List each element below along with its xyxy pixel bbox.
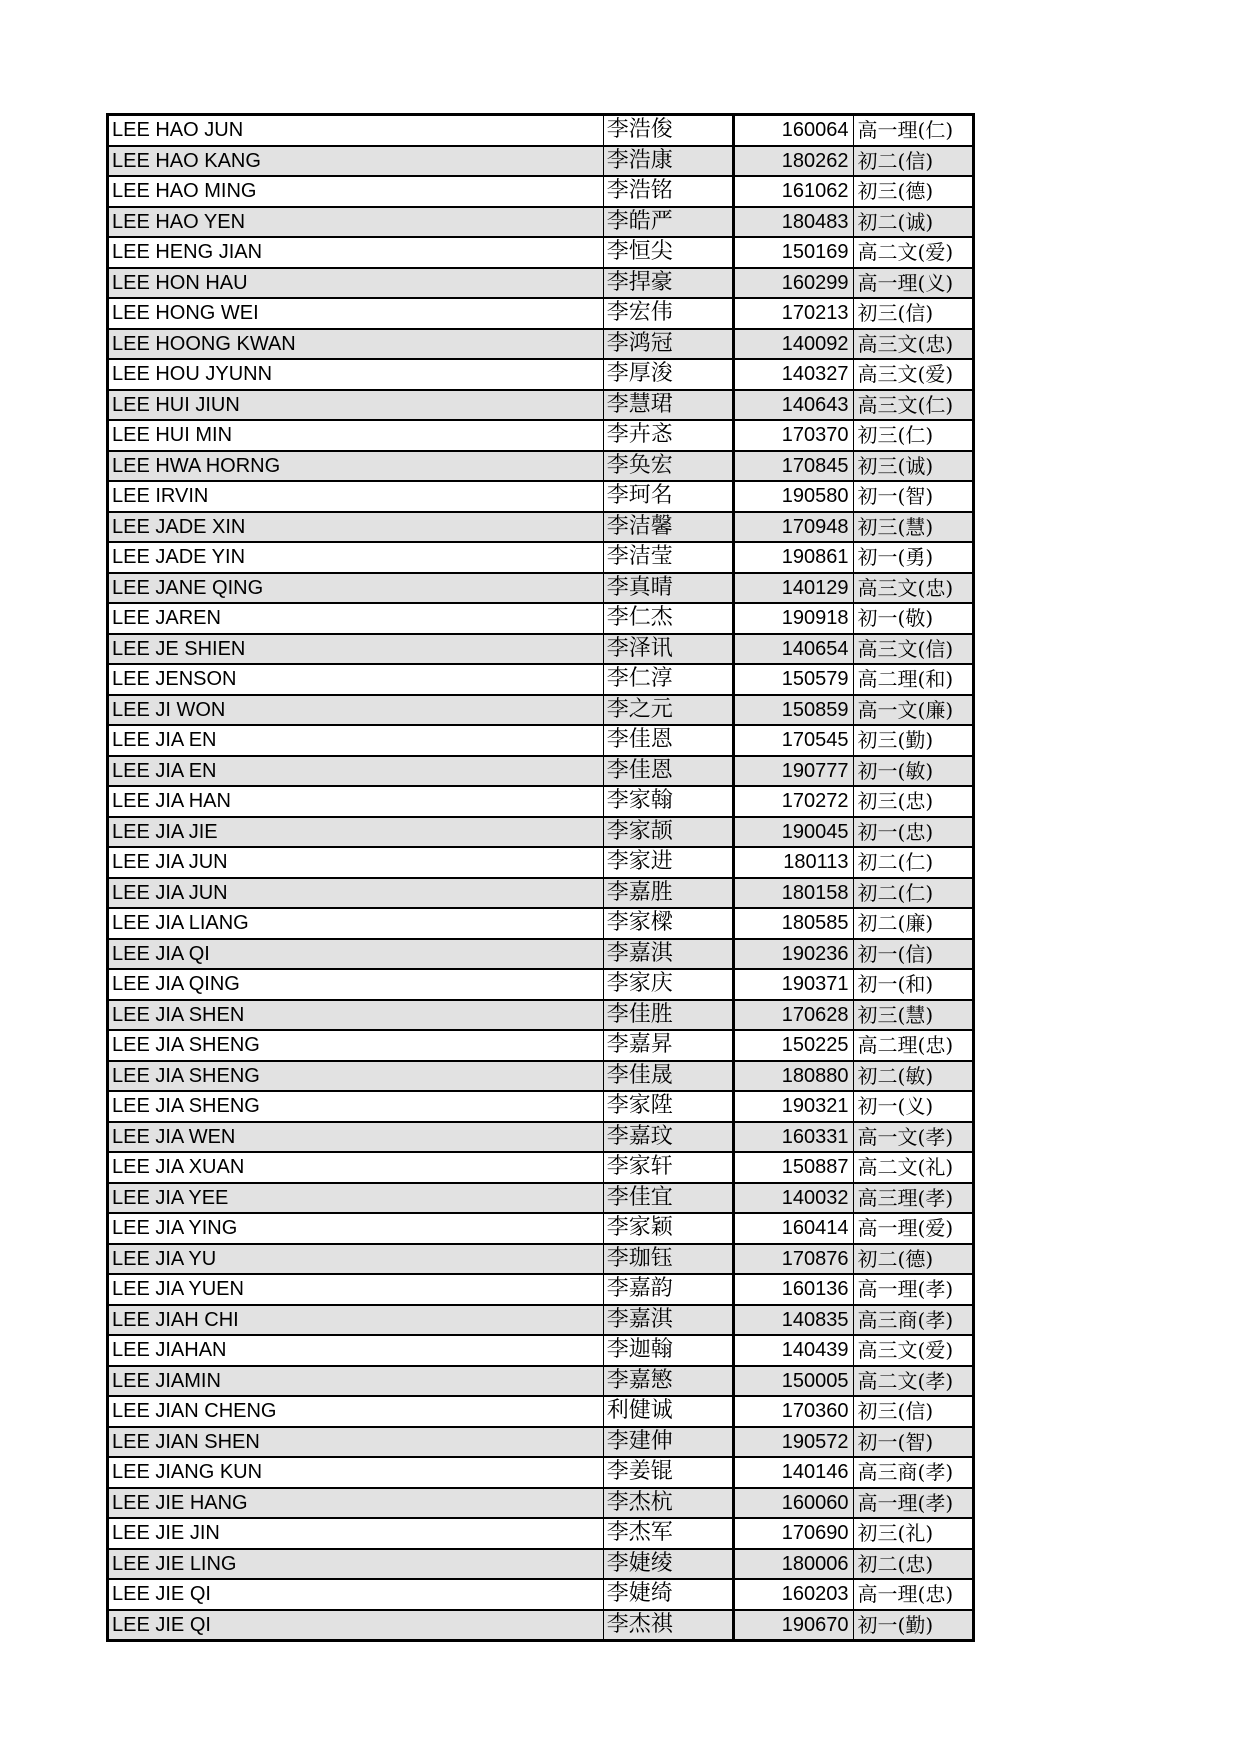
roster-body <box>108 115 974 1641</box>
english-name-cell: LEE HAO KANG <box>108 146 604 177</box>
chinese-name-cell: 李嘉淇 <box>603 1305 733 1336</box>
class-cell: 高一理(忠) <box>853 1579 973 1610</box>
student-id-cell: 190371 <box>734 969 853 1000</box>
english-name-cell: LEE HENG JIAN <box>108 237 604 268</box>
chinese-name-cell: 李浩铭 <box>603 176 733 207</box>
class-cell: 初三(勤) <box>853 725 973 756</box>
english-name-cell: LEE HONG WEI <box>108 298 604 329</box>
student-id-cell: 170545 <box>734 725 853 756</box>
class-cell: 高一理(孝) <box>853 1488 973 1519</box>
class-cell: 初二(信) <box>853 146 973 177</box>
english-name-cell: LEE JIA LIANG <box>108 908 604 939</box>
table-row <box>108 1274 974 1305</box>
english-name-cell: LEE JIA YUEN <box>108 1274 604 1305</box>
english-name-cell: LEE JIE HANG <box>108 1488 604 1519</box>
class-cell: 初二(仁) <box>853 847 973 878</box>
student-id-cell: 180262 <box>734 146 853 177</box>
chinese-name-cell: 李浩康 <box>603 146 733 177</box>
table-row <box>108 1457 974 1488</box>
table-row <box>108 176 974 207</box>
english-name-cell: LEE JADE XIN <box>108 512 604 543</box>
table-row <box>108 237 974 268</box>
student-id-cell: 150579 <box>734 664 853 695</box>
chinese-name-cell: 李仁杰 <box>603 603 733 634</box>
chinese-name-cell: 李佳宜 <box>603 1183 733 1214</box>
english-name-cell: LEE HOONG KWAN <box>108 329 604 360</box>
student-id-cell: 150005 <box>734 1366 853 1397</box>
student-id-cell: 150859 <box>734 695 853 726</box>
table-row <box>108 115 974 146</box>
student-id-cell: 140654 <box>734 634 853 665</box>
table-row <box>108 1244 974 1275</box>
table-row <box>108 1091 974 1122</box>
class-cell: 高二文(爱) <box>853 237 973 268</box>
chinese-name-cell: 李杰军 <box>603 1518 733 1549</box>
chinese-name-cell: 李皓严 <box>603 207 733 238</box>
english-name-cell: LEE JAREN <box>108 603 604 634</box>
table-row <box>108 146 974 177</box>
english-name-cell: LEE JIA JUN <box>108 847 604 878</box>
student-id-cell: 160414 <box>734 1213 853 1244</box>
english-name-cell: LEE JIA HAN <box>108 786 604 817</box>
student-id-cell: 140146 <box>734 1457 853 1488</box>
table-row <box>108 1366 974 1397</box>
english-name-cell: LEE JIAH CHI <box>108 1305 604 1336</box>
student-id-cell: 170272 <box>734 786 853 817</box>
class-cell: 初三(德) <box>853 176 973 207</box>
class-cell: 初一(信) <box>853 939 973 970</box>
table-row <box>108 542 974 573</box>
student-id-cell: 150169 <box>734 237 853 268</box>
english-name-cell: LEE JIA EN <box>108 756 604 787</box>
class-cell: 初三(仁) <box>853 420 973 451</box>
table-row <box>108 1305 974 1336</box>
chinese-name-cell: 李家陞 <box>603 1091 733 1122</box>
chinese-name-cell: 李嘉慜 <box>603 1366 733 1397</box>
class-cell: 高三文(爱) <box>853 359 973 390</box>
english-name-cell: LEE JIE QI <box>108 1610 604 1641</box>
table-row <box>108 1427 974 1458</box>
english-name-cell: LEE HOU JYUNN <box>108 359 604 390</box>
english-name-cell: LEE JIA JIE <box>108 817 604 848</box>
chinese-name-cell: 李婕绮 <box>603 1579 733 1610</box>
table-row <box>108 1549 974 1580</box>
student-id-cell: 160203 <box>734 1579 853 1610</box>
chinese-name-cell: 李嘉胜 <box>603 878 733 909</box>
english-name-cell: LEE JIA SHEN <box>108 1000 604 1031</box>
english-name-cell: LEE JE SHIEN <box>108 634 604 665</box>
student-id-cell: 140439 <box>734 1335 853 1366</box>
class-cell: 高三商(孝) <box>853 1457 973 1488</box>
table-row <box>108 664 974 695</box>
chinese-name-cell: 李泽讯 <box>603 634 733 665</box>
chinese-name-cell: 李杰杭 <box>603 1488 733 1519</box>
table-row <box>108 1335 974 1366</box>
table-row <box>108 298 974 329</box>
table-row <box>108 268 974 299</box>
student-id-cell: 190236 <box>734 939 853 970</box>
student-id-cell: 190777 <box>734 756 853 787</box>
table-row <box>108 1579 974 1610</box>
table-row <box>108 1488 974 1519</box>
class-cell: 初三(信) <box>853 298 973 329</box>
chinese-name-cell: 利健诚 <box>603 1396 733 1427</box>
english-name-cell: LEE JENSON <box>108 664 604 695</box>
class-cell: 高三文(忠) <box>853 329 973 360</box>
english-name-cell: LEE JIA SHENG <box>108 1030 604 1061</box>
english-name-cell: LEE HAO JUN <box>108 115 604 146</box>
student-id-cell: 160060 <box>734 1488 853 1519</box>
class-cell: 初三(忠) <box>853 786 973 817</box>
chinese-name-cell: 李嘉玟 <box>603 1122 733 1153</box>
student-id-cell: 180483 <box>734 207 853 238</box>
student-id-cell: 180880 <box>734 1061 853 1092</box>
chinese-name-cell: 李珂名 <box>603 481 733 512</box>
chinese-name-cell: 李恒尖 <box>603 237 733 268</box>
english-name-cell: LEE JIA EN <box>108 725 604 756</box>
student-id-cell: 160299 <box>734 268 853 299</box>
student-id-cell: 170845 <box>734 451 853 482</box>
class-cell: 初一(敬) <box>853 603 973 634</box>
chinese-name-cell: 李婕绫 <box>603 1549 733 1580</box>
class-cell: 初二(仁) <box>853 878 973 909</box>
student-id-cell: 190861 <box>734 542 853 573</box>
class-cell: 初一(忠) <box>853 817 973 848</box>
student-id-cell: 170370 <box>734 420 853 451</box>
table-row <box>108 1396 974 1427</box>
chinese-name-cell: 李杰祺 <box>603 1610 733 1641</box>
table-row <box>108 420 974 451</box>
english-name-cell: LEE JIA QING <box>108 969 604 1000</box>
student-id-cell: 160331 <box>734 1122 853 1153</box>
class-cell: 初二(忠) <box>853 1549 973 1580</box>
table-row <box>108 817 974 848</box>
student-id-cell: 160064 <box>734 115 853 146</box>
english-name-cell: LEE HAO YEN <box>108 207 604 238</box>
student-id-cell: 170360 <box>734 1396 853 1427</box>
student-id-cell: 190572 <box>734 1427 853 1458</box>
english-name-cell: LEE JIA QI <box>108 939 604 970</box>
student-id-cell: 190045 <box>734 817 853 848</box>
class-cell: 高三文(忠) <box>853 573 973 604</box>
table-row <box>108 756 974 787</box>
class-cell: 高三理(孝) <box>853 1183 973 1214</box>
chinese-name-cell: 李嘉淇 <box>603 939 733 970</box>
table-row <box>108 603 974 634</box>
class-cell: 高二文(孝) <box>853 1366 973 1397</box>
student-id-cell: 140092 <box>734 329 853 360</box>
chinese-name-cell: 李奂宏 <box>603 451 733 482</box>
table-row <box>108 451 974 482</box>
table-row <box>108 1610 974 1641</box>
table-row <box>108 634 974 665</box>
chinese-name-cell: 李佳胜 <box>603 1000 733 1031</box>
student-id-cell: 150887 <box>734 1152 853 1183</box>
english-name-cell: LEE JIANG KUN <box>108 1457 604 1488</box>
class-cell: 初一(勇) <box>853 542 973 573</box>
class-cell: 初一(勤) <box>853 1610 973 1641</box>
class-cell: 初一(敏) <box>853 756 973 787</box>
english-name-cell: LEE JIA XUAN <box>108 1152 604 1183</box>
student-id-cell: 190321 <box>734 1091 853 1122</box>
english-name-cell: LEE HWA HORNG <box>108 451 604 482</box>
table-row <box>108 1183 974 1214</box>
chinese-name-cell: 李佳恩 <box>603 725 733 756</box>
class-cell: 高一理(爱) <box>853 1213 973 1244</box>
table-row <box>108 481 974 512</box>
class-cell: 初三(信) <box>853 1396 973 1427</box>
english-name-cell: LEE JIE JIN <box>108 1518 604 1549</box>
chinese-name-cell: 李慧珺 <box>603 390 733 421</box>
student-id-cell: 140129 <box>734 573 853 604</box>
class-cell: 高一文(孝) <box>853 1122 973 1153</box>
class-cell: 初三(慧) <box>853 1000 973 1031</box>
chinese-name-cell: 李仁淳 <box>603 664 733 695</box>
english-name-cell: LEE JIA SHENG <box>108 1091 604 1122</box>
english-name-cell: LEE JADE YIN <box>108 542 604 573</box>
english-name-cell: LEE JIE LING <box>108 1549 604 1580</box>
chinese-name-cell: 李佳恩 <box>603 756 733 787</box>
student-id-cell: 190670 <box>734 1610 853 1641</box>
chinese-name-cell: 李家进 <box>603 847 733 878</box>
english-name-cell: LEE HUI JIUN <box>108 390 604 421</box>
chinese-name-cell: 李洁莹 <box>603 542 733 573</box>
table-row <box>108 725 974 756</box>
chinese-name-cell: 李家翰 <box>603 786 733 817</box>
table-row <box>108 939 974 970</box>
table-row <box>108 1061 974 1092</box>
english-name-cell: LEE HON HAU <box>108 268 604 299</box>
class-cell: 高三文(仁) <box>853 390 973 421</box>
student-id-cell: 161062 <box>734 176 853 207</box>
student-roster-table <box>106 113 975 1642</box>
english-name-cell: LEE JIA YING <box>108 1213 604 1244</box>
class-cell: 初一(义) <box>853 1091 973 1122</box>
class-cell: 高二理(和) <box>853 664 973 695</box>
chinese-name-cell: 李家轩 <box>603 1152 733 1183</box>
table-row <box>108 359 974 390</box>
class-cell: 高一理(义) <box>853 268 973 299</box>
chinese-name-cell: 李厚浚 <box>603 359 733 390</box>
chinese-name-cell: 李浩俊 <box>603 115 733 146</box>
student-id-cell: 170876 <box>734 1244 853 1275</box>
chinese-name-cell: 李珈钰 <box>603 1244 733 1275</box>
english-name-cell: LEE JI WON <box>108 695 604 726</box>
chinese-name-cell: 李家庆 <box>603 969 733 1000</box>
english-name-cell: LEE JIAMIN <box>108 1366 604 1397</box>
class-cell: 初二(诚) <box>853 207 973 238</box>
chinese-name-cell: 李家樑 <box>603 908 733 939</box>
english-name-cell: LEE JIA WEN <box>108 1122 604 1153</box>
class-cell: 高一文(廉) <box>853 695 973 726</box>
student-id-cell: 140327 <box>734 359 853 390</box>
table-row <box>108 847 974 878</box>
class-cell: 初一(智) <box>853 1427 973 1458</box>
table-row <box>108 390 974 421</box>
student-id-cell: 170628 <box>734 1000 853 1031</box>
table-row <box>108 695 974 726</box>
chinese-name-cell: 李嘉昇 <box>603 1030 733 1061</box>
student-id-cell: 180585 <box>734 908 853 939</box>
table-row <box>108 573 974 604</box>
class-cell: 初三(礼) <box>853 1518 973 1549</box>
student-id-cell: 190918 <box>734 603 853 634</box>
english-name-cell: LEE JIA YU <box>108 1244 604 1275</box>
student-id-cell: 170948 <box>734 512 853 543</box>
class-cell: 高三文(爱) <box>853 1335 973 1366</box>
table-row <box>108 969 974 1000</box>
student-id-cell: 170690 <box>734 1518 853 1549</box>
chinese-name-cell: 李佳晟 <box>603 1061 733 1092</box>
chinese-name-cell: 李宏伟 <box>603 298 733 329</box>
table-row <box>108 1518 974 1549</box>
chinese-name-cell: 李家颉 <box>603 817 733 848</box>
class-cell: 初二(敏) <box>853 1061 973 1092</box>
table-row <box>108 1122 974 1153</box>
english-name-cell: LEE HUI MIN <box>108 420 604 451</box>
english-name-cell: LEE IRVIN <box>108 481 604 512</box>
chinese-name-cell: 李洁馨 <box>603 512 733 543</box>
class-cell: 高二文(礼) <box>853 1152 973 1183</box>
english-name-cell: LEE HAO MING <box>108 176 604 207</box>
chinese-name-cell: 李真晴 <box>603 573 733 604</box>
student-id-cell: 140032 <box>734 1183 853 1214</box>
table-row <box>108 878 974 909</box>
table-row <box>108 908 974 939</box>
chinese-name-cell: 李迦翰 <box>603 1335 733 1366</box>
table-row <box>108 329 974 360</box>
class-cell: 高一理(仁) <box>853 115 973 146</box>
class-cell: 高一理(孝) <box>853 1274 973 1305</box>
student-id-cell: 160136 <box>734 1274 853 1305</box>
english-name-cell: LEE JANE QING <box>108 573 604 604</box>
english-name-cell: LEE JIE QI <box>108 1579 604 1610</box>
student-id-cell: 190580 <box>734 481 853 512</box>
table-row <box>108 1030 974 1061</box>
table-row <box>108 786 974 817</box>
class-cell: 初一(和) <box>853 969 973 1000</box>
english-name-cell: LEE JIAN CHENG <box>108 1396 604 1427</box>
student-id-cell: 180006 <box>734 1549 853 1580</box>
table-row <box>108 1152 974 1183</box>
table-row <box>108 512 974 543</box>
student-id-cell: 140835 <box>734 1305 853 1336</box>
table-row <box>108 1000 974 1031</box>
class-cell: 初二(廉) <box>853 908 973 939</box>
chinese-name-cell: 李鸿冠 <box>603 329 733 360</box>
chinese-name-cell: 李卉忞 <box>603 420 733 451</box>
chinese-name-cell: 李建伸 <box>603 1427 733 1458</box>
english-name-cell: LEE JIAHAN <box>108 1335 604 1366</box>
class-cell: 高二理(忠) <box>853 1030 973 1061</box>
english-name-cell: LEE JIA YEE <box>108 1183 604 1214</box>
class-cell: 初三(诚) <box>853 451 973 482</box>
chinese-name-cell: 李家颖 <box>603 1213 733 1244</box>
chinese-name-cell: 李捍豪 <box>603 268 733 299</box>
class-cell: 高三文(信) <box>853 634 973 665</box>
student-id-cell: 140643 <box>734 390 853 421</box>
student-id-cell: 180158 <box>734 878 853 909</box>
class-cell: 初二(德) <box>853 1244 973 1275</box>
class-cell: 高三商(孝) <box>853 1305 973 1336</box>
student-id-cell: 170213 <box>734 298 853 329</box>
chinese-name-cell: 李姜锟 <box>603 1457 733 1488</box>
table-row <box>108 207 974 238</box>
chinese-name-cell: 李嘉韵 <box>603 1274 733 1305</box>
student-id-cell: 180113 <box>734 847 853 878</box>
class-cell: 初一(智) <box>853 481 973 512</box>
table-row <box>108 1213 974 1244</box>
class-cell: 初三(慧) <box>853 512 973 543</box>
english-name-cell: LEE JIAN SHEN <box>108 1427 604 1458</box>
english-name-cell: LEE JIA SHENG <box>108 1061 604 1092</box>
english-name-cell: LEE JIA JUN <box>108 878 604 909</box>
chinese-name-cell: 李之元 <box>603 695 733 726</box>
student-id-cell: 150225 <box>734 1030 853 1061</box>
